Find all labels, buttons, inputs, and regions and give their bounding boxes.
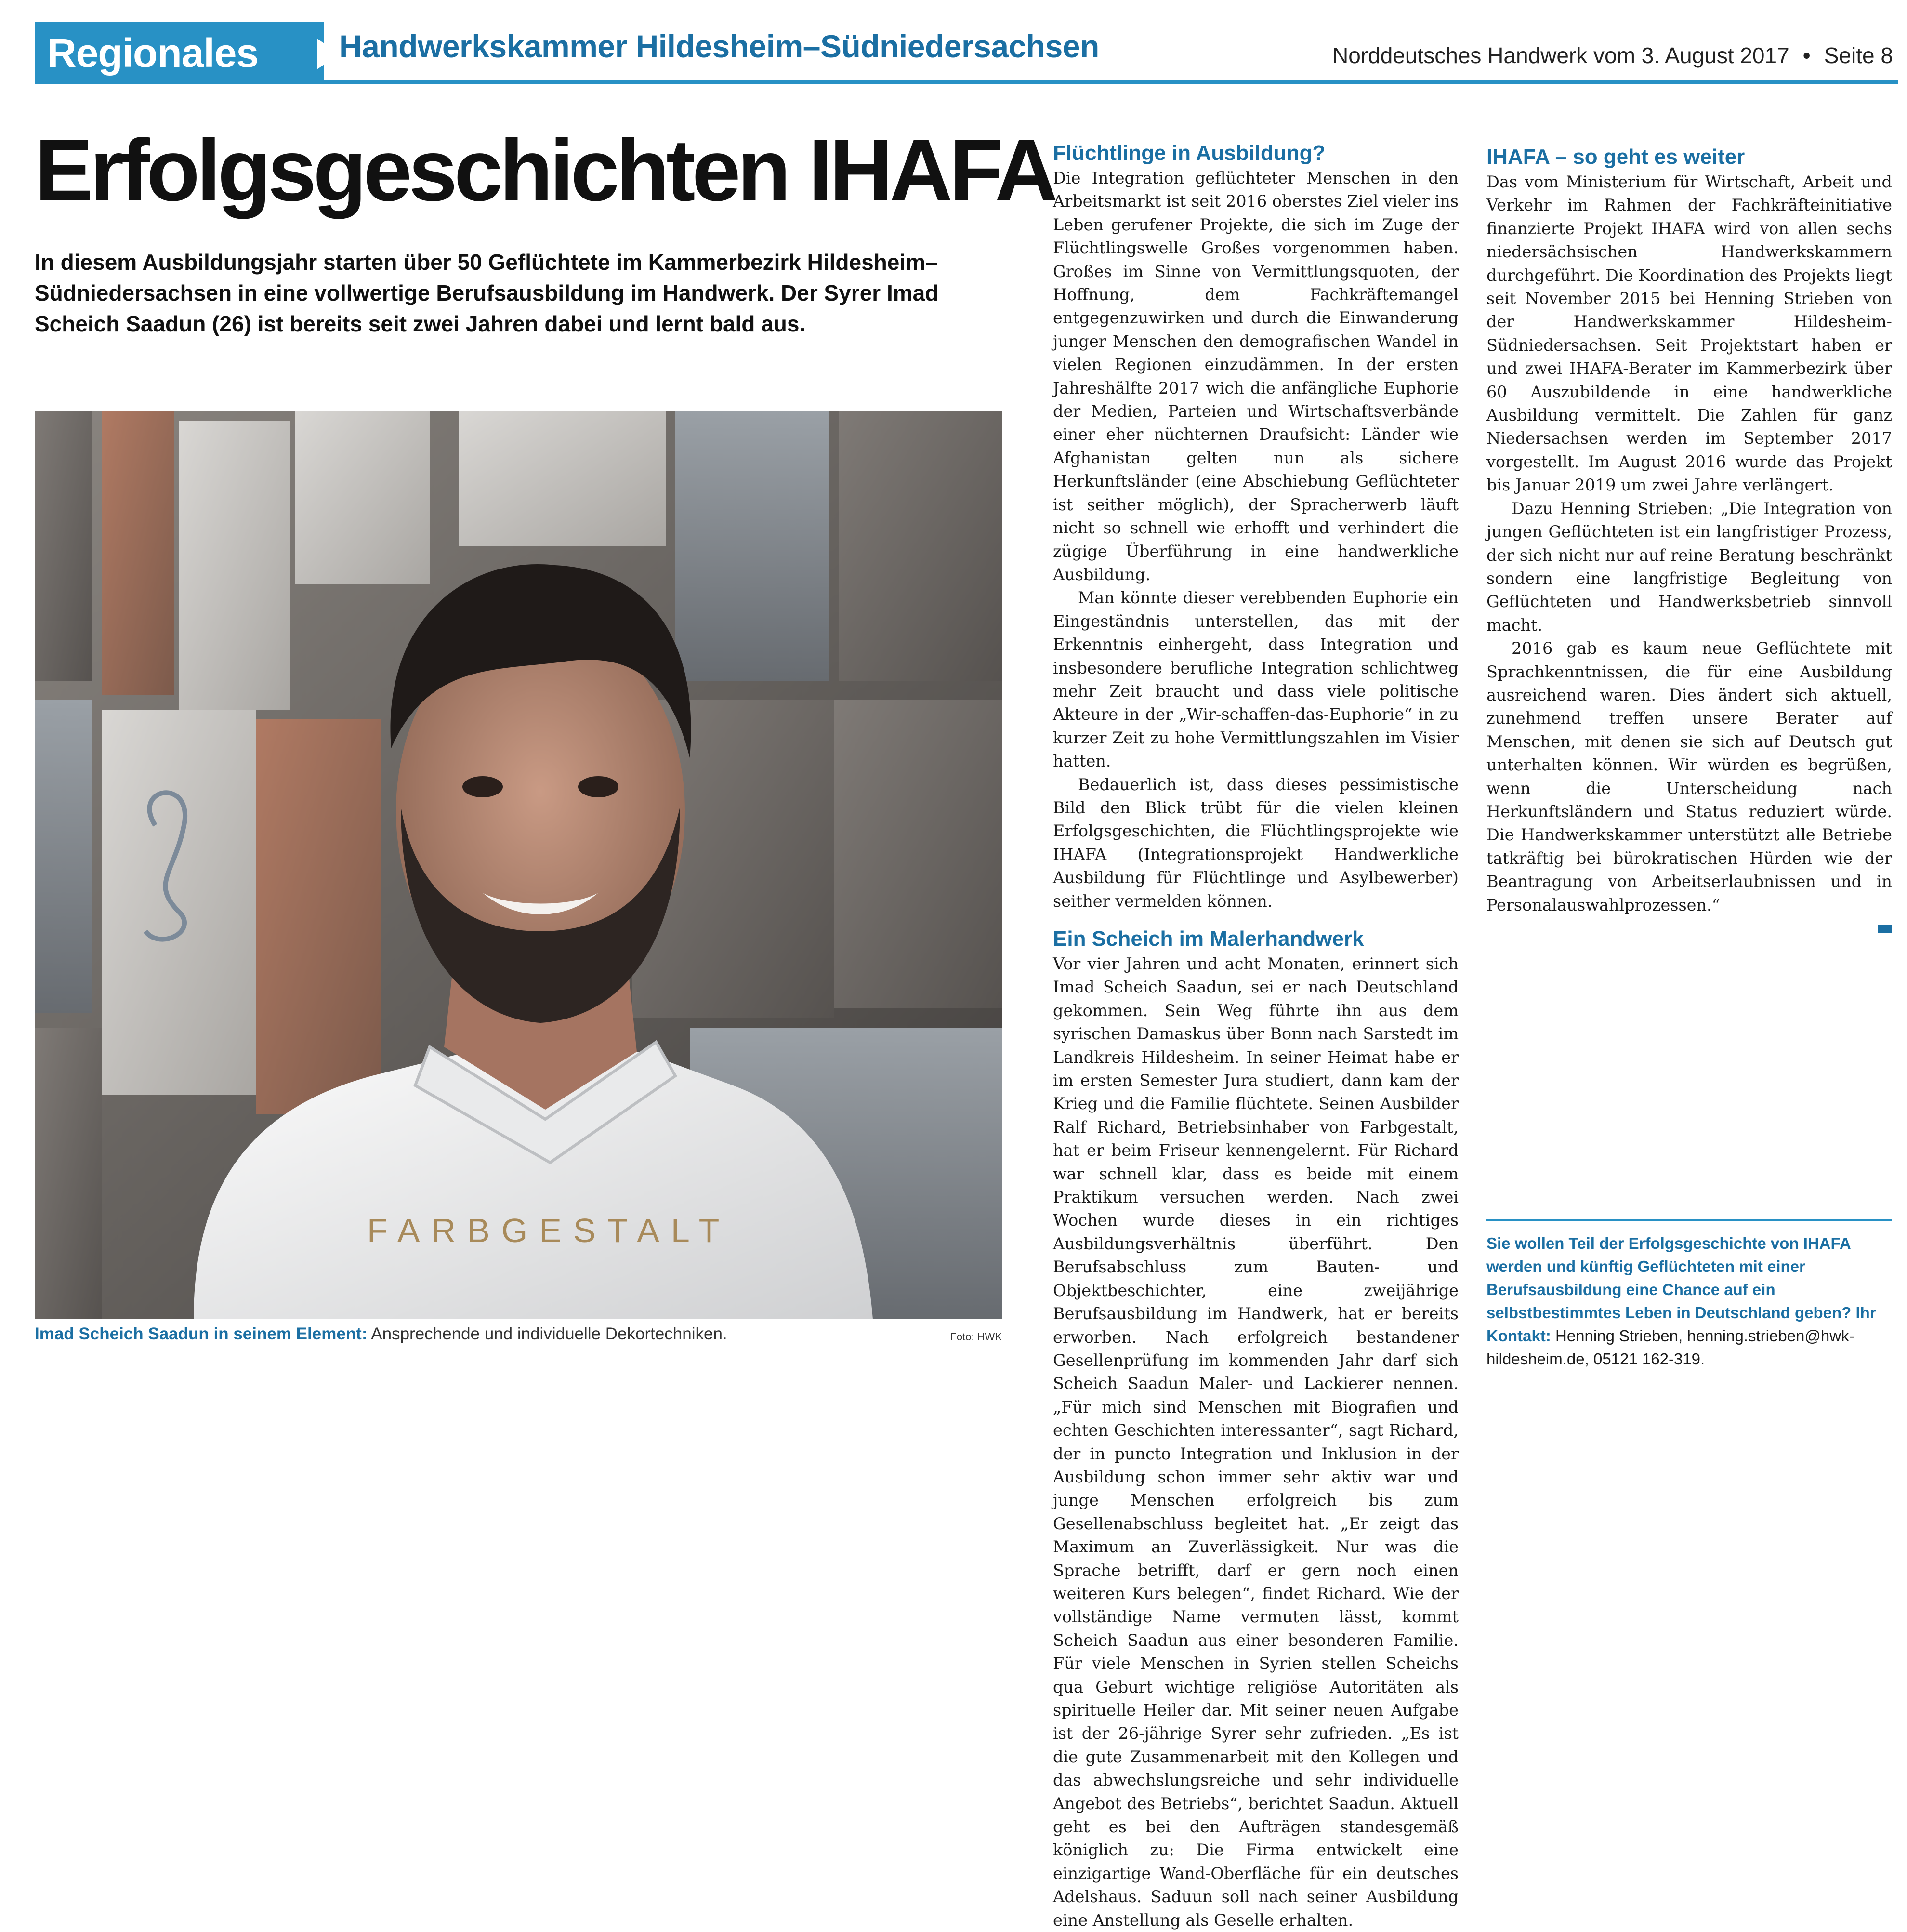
publication-info [1332, 42, 1893, 68]
caption-lead: Imad Scheich Saadun in seinem Element: [35, 1324, 368, 1343]
shirt-logo: FARBGESTALT [367, 1212, 731, 1249]
section-heading: IHAFA – so geht es weiter [1486, 145, 1745, 169]
text-column-2 [1486, 144, 1892, 933]
chamber-name: Handwerkskammer Hildesheim–Südniedersachsen [339, 28, 1099, 64]
body-paragraph: Bedauerlich ist, dass dieses pessimistische Bild den Blick trübt für die vielen kleinen Erfolgsgeschichten, die Flüchtlingsprojekte wie IHAFA (Integrationsprojekt Handwerkliche Ausbildung für Flüchtlinge und Asylbewerber) seither vermelden können. [1053, 775, 1459, 911]
lead-paragraph: In diesem Ausbildungsjahr starten über 50 Geflüchtete im Kammerbezirk Hildesheim–Südniedersachsen in eine vollwertige Berufsausbildung im Handwerk. Der Syrer Imad Scheich Saadun (26) ist bereits seit zwei Jahren dabei und lernt bald aus. [35, 250, 939, 336]
header-rule [324, 80, 1898, 84]
text-column-1 [1053, 140, 1459, 1932]
body-paragraph: Das vom Ministerium für Wirtschaft, Arbeit und Verkehr im Rahmen der Fachkräfteinitiative finanzierte Projekt IHAFA wird von allen sechs niedersächsischen Handwerkskammern durchgeführt. Die Koordination des Projekts liegt seit November 2015 bei Henning Strieben von der Handwerkskammer Hildesheim-Südniedersachsen. Seit Projektstart haben er und zwei IHAFA-Berater im Kammerbezirk über 60 Auszubildende in eine handwerkliche Ausbildung vermittelt. Die Zahlen für ganz Niedersachsen werden im September 2017 vorgestellt. Im August 2016 wurde das Projekt bis Januar 2019 um zwei Jahre verlängert. [1486, 172, 1892, 495]
section-heading: Ein Scheich im Malerhandwerk [1053, 927, 1364, 951]
photo-caption [35, 1323, 1002, 1345]
body-paragraph: 2016 gab es kaum neue Geflüchtete mit Sprachkenntnissen, die für eine Ausbildung ausreichend waren. Dies ändert sich aktuell, zunehmend treffen unsere Berater auf Menschen, mit denen sie sich auf Deutsch gut unterhalten können. Wir würden es begrüßen, wenn die Unterscheidung nach Herkunftsländern und Status reduziert würde. Die Handwerkskammer unterstützt alle Betriebe tatkräftig bei bürokratischen Hürden wie der Beantragung von Arbeitserlaubnissen und in Personalauswahlprozessen.“ [1486, 639, 1892, 914]
section-label: Regionales [35, 22, 324, 84]
separator-dot: • [1802, 43, 1811, 68]
body-paragraph: Man könnte dieser verebbenden Euphorie ein Eingeständnis unterstellen, das mit der Erkenntnis einhergeht, dass Integration und insbesondere berufliche Integration schlichtweg mehr Zeit braucht und dass viele politische Akteure in der „Wir-schaffen-das-Euphorie“ in zu kurzer Zeit zu hohe Vermittlungszahlen im Visier hatten. [1053, 588, 1459, 771]
article-photo [35, 411, 1002, 1319]
contact-details: henning.strieben@hwk-hildesheim.de, 05121 162-319. [1486, 1327, 1854, 1368]
headline: Erfolgsgeschichten IHAFA [35, 121, 1055, 219]
contact-question: Sie wollen Teil der Erfolgsgeschichte von IHAFA werden und künftig Geflüchteten mit einer Berufsausbildung eine Chance auf ein selbstbestimmtes Leben in Deutschland geben? Ihr Kontakt: [1486, 1234, 1876, 1345]
body-paragraph: Vor vier Jahren und acht Monaten, erinnert sich Imad Scheich Saadun, sei er nach Deutschland gekommen. Sein Weg führte ihn aus dem syrischen Damaskus über Bonn nach Sarstedt im Landkreis Hildesheim. In seiner Heimat habe er im ersten Semester Jura studiert, dann kam der Krieg und die Familie flüchtete. Seinen Ausbilder Ralf Richard, Betriebsinhaber von Farbgestalt, hat er beim Friseur kennengelernt. Für Richard war schnell klar, dass es beide mit einem Praktikum versuchen werden. Nach zwei Wochen wurde dieses in ein richtiges Ausbildungsverhältnis überführt. Den Berufsabschluss zum Bauten- und Objektbeschichter, eine zweijährige Berufsausbildung im Handwerk, hat er bereits erworben. Nach erfolgreich bestandener Gesellenprüfung im kommenden Jahr darf sich Scheich Saadun Maler- und Lackierer nennen. „Für mich sind Menschen mit Biografien und echten Geschichten interessanter“, sagt Richard, der in puncto Integration und Inklusion in der Ausbildung schon immer sehr aktiv war und junge Menschen erfolgreich bis zum Gesellenabschluss begleitet hat. „Er zeigt das Maximum an Zuverlässigkeit. Nur was die Sprache betrifft, darf er gern noch einen weiteren Kurs belegen“, findet Richard. Wie der vollständige Name vermuten lässt, kommt Scheich Saadun aus einer besonderen Familie. Für viele Menschen in Syrien stellen Scheichs qua Geburt wichtige religiöse Autoritäten als spirituelle Heiler dar. Mit seiner neuen Aufgabe ist der 26-jährige Syrer sehr zufrieden. „Es ist die gute Zusammenarbeit mit den Kollegen und das abwechslungsreiche und sehr individuelle Angebot des Betriebs“, berichtet Saadun. Aktuell geht es bei den Aufträgen standesgemäß königlich zu: Die Firma entwickelt eine einzigartige Wand-Oberfläche für ein deutsches Adelshaus. Saduun soll nach seiner Ausbildung eine Anstellung als Geselle erhalten. [1053, 954, 1459, 1930]
body-paragraph: Dazu Henning Strieben: „Die Integration von jungen Geflüchteten ist ein langfristiger Prozess, der sich nicht nur auf reine Beratung beschränkt sondern eine langfristige Begleitung von Geflüchteten und Handwerksbetrieb sinnvoll macht. [1486, 499, 1892, 635]
section-heading: Flüchtlinge in Ausbildung? [1053, 141, 1326, 165]
contact-box [1486, 1219, 1892, 1371]
section-arrow-icon [317, 39, 340, 69]
article-end-icon [1878, 925, 1892, 933]
publication-date: Norddeutsches Handwerk vom 3. August 2017 [1332, 43, 1789, 68]
caption-text: Ansprechende und individuelle Dekortechniken. [367, 1324, 727, 1343]
page-number: Seite 8 [1824, 43, 1893, 68]
body-paragraph: Die Integration geflüchteter Menschen in den Arbeitsmarkt ist seit 2016 oberstes Ziel vieler ins Leben gerufener Projekte, die sich im Zuge der Flüchtlingswelle Großes vorgenommen haben. Großes im Sinne von Vermittlungsquoten, der Hoffnung, dem Fachkräftemangel entgegenzuwirken und durch die Einwanderung junger Menschen den demografischen Wandel in vielen Regionen einzudämmen. In der ersten Jahreshälfte 2017 wich die anfängliche Euphorie der Medien, Parteien und Wirtschaftsverbände einer eher nüchternen Draufsicht: Länder wie Afghanistan gelten nun als sichere Herkunftsländer (eine Abschiebung Geflüchteter ist seither möglich), der Spracherwerb läuft nicht so schnell wie erhofft und verhindert die zügige Überführung in eine handwerkliche Ausbildung. [1053, 169, 1459, 584]
contact-name: Henning Strieben, [1551, 1327, 1683, 1345]
photo-credit: Foto: HWK [950, 1331, 1002, 1343]
page-header [35, 22, 1898, 84]
